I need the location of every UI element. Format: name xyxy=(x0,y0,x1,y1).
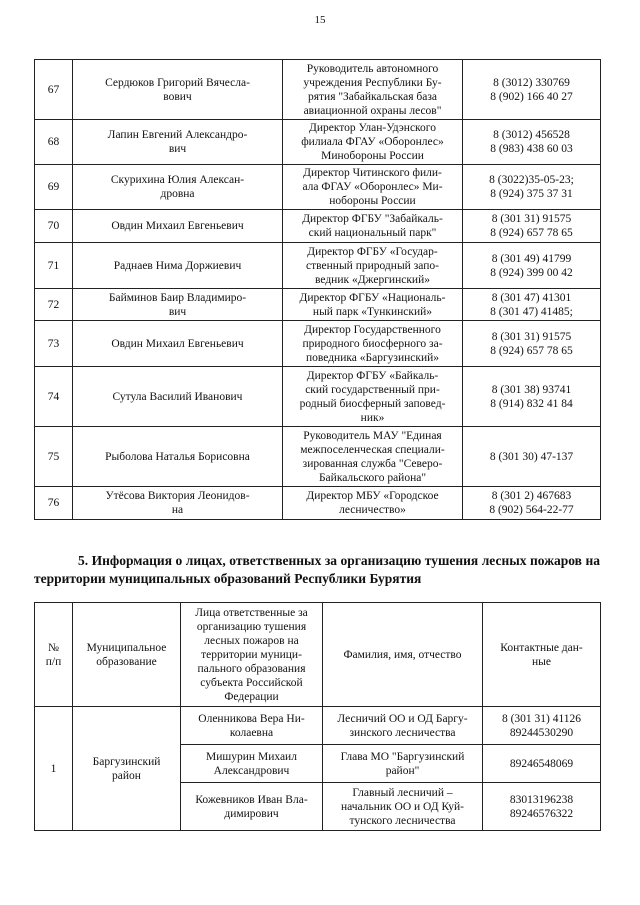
table-row xyxy=(35,120,601,165)
person-name: Утёсова Виктория Леонидов- на xyxy=(73,487,283,520)
person-position: Директор Улан-Удэнского филиала ФГАУ «Оборонлес» Минобороны России xyxy=(283,120,463,165)
municipal-responsibility-table xyxy=(34,602,601,831)
person-position: Директор ФГБУ «Байкаль- ский государственный при- родный биосферный заповед- ник» xyxy=(283,367,463,427)
row-number: 72 xyxy=(35,289,73,321)
responsible-person: Оленникова Вера Ни- колаевна xyxy=(181,707,323,745)
table-row xyxy=(35,707,601,745)
table-row xyxy=(35,321,601,367)
person-name: Байминов Баир Владимиро- вич xyxy=(73,289,283,321)
table-row xyxy=(35,289,601,321)
row-number: 69 xyxy=(35,165,73,210)
section-heading: 5. Информация о лицах, ответственных за организацию тушения лесных пожаров на территории муниципальных образований Республики Бурятия xyxy=(34,553,600,586)
person-position: Директор ФГБУ «Националь- ный парк «Тункинский» xyxy=(283,289,463,321)
header-number: № п/п xyxy=(35,603,73,707)
table-row xyxy=(35,210,601,243)
responsible-role: Главный лесничий – начальник ОО и ОД Куй- тунского лесничества xyxy=(323,783,483,831)
table-row xyxy=(35,243,601,289)
responsible-contact: 8 (301 31) 41126 89244530290 xyxy=(483,707,601,745)
person-position: Руководитель МАУ "Единая межпоселенческая специали- зированная служба "Северо- Байкальского района" xyxy=(283,427,463,487)
person-position: Директор ФГБУ "Забайкаль- ский национальный парк" xyxy=(283,210,463,243)
municipality-name: Баргузинский район xyxy=(73,707,181,831)
row-number: 75 xyxy=(35,427,73,487)
row-number: 76 xyxy=(35,487,73,520)
person-phone: 8 (3022)35-05-23; 8 (924) 375 37 31 xyxy=(463,165,601,210)
responsible-person: Мишурин Михаил Александрович xyxy=(181,745,323,783)
table-row xyxy=(35,60,601,120)
person-phone: 8 (301 47) 41301 8 (301 47) 41485; xyxy=(463,289,601,321)
row-number: 71 xyxy=(35,243,73,289)
person-phone: 8 (301 2) 467683 8 (902) 564-22-77 xyxy=(463,487,601,520)
person-phone: 8 (301 31) 91575 8 (924) 657 78 65 xyxy=(463,321,601,367)
person-name: Овдин Михаил Евгеньевич xyxy=(73,321,283,367)
person-name: Рыболова Наталья Борисовна xyxy=(73,427,283,487)
row-number: 74 xyxy=(35,367,73,427)
row-number: 70 xyxy=(35,210,73,243)
person-name: Сердюков Григорий Вячесла- вович xyxy=(73,60,283,120)
header-municipality: Муниципальное образование xyxy=(73,603,181,707)
responsible-role: Глава МО "Баргузинский район" xyxy=(323,745,483,783)
row-number: 67 xyxy=(35,60,73,120)
person-phone: 8 (3012) 330769 8 (902) 166 40 27 xyxy=(463,60,601,120)
table-header-row xyxy=(35,603,601,707)
person-position: Директор ФГБУ «Государ- ственный природный запо- ведник «Джергинский» xyxy=(283,243,463,289)
person-position: Директор Читинского фили- ала ФГАУ «Оборонлес» Ми- нобороны России xyxy=(283,165,463,210)
page-number: 15 xyxy=(314,14,326,26)
person-position: Директор Государственного природного биосферного за- поведника «Баргузинский» xyxy=(283,321,463,367)
person-phone: 8 (301 38) 93741 8 (914) 832 41 84 xyxy=(463,367,601,427)
person-phone: 8 (301 30) 47-137 xyxy=(463,427,601,487)
person-name: Лапин Евгений Александро- вич xyxy=(73,120,283,165)
responsible-person: Кожевников Иван Вла- димирович xyxy=(181,783,323,831)
header-fio: Фамилия, имя, отчество xyxy=(323,603,483,707)
table-row xyxy=(35,367,601,427)
responsible-contact: 83013196238 89246576322 xyxy=(483,783,601,831)
person-phone: 8 (301 31) 91575 8 (924) 657 78 65 xyxy=(463,210,601,243)
responsible-contact: 89246548069 xyxy=(483,745,601,783)
person-phone: 8 (301 49) 41799 8 (924) 399 00 42 xyxy=(463,243,601,289)
person-name: Овдин Михаил Евгеньевич xyxy=(73,210,283,243)
person-name: Сутула Василий Иванович xyxy=(73,367,283,427)
responsible-role: Лесничий ОО и ОД Баргу- зинского лесничества xyxy=(323,707,483,745)
table-row xyxy=(35,487,601,520)
contacts-table xyxy=(34,59,601,520)
row-number: 73 xyxy=(35,321,73,367)
person-name: Раднаев Нима Доржиевич xyxy=(73,243,283,289)
row-number: 1 xyxy=(35,707,73,831)
person-name: Скурихина Юлия Алексан- дровна xyxy=(73,165,283,210)
table-row xyxy=(35,165,601,210)
table-row xyxy=(35,427,601,487)
header-contacts: Контактные дан- ные xyxy=(483,603,601,707)
person-position: Директор МБУ «Городское лесничество» xyxy=(283,487,463,520)
person-phone: 8 (3012) 456528 8 (983) 438 60 03 xyxy=(463,120,601,165)
person-position: Руководитель автономного учреждения Республики Бу- рятия "Забайкальская база авиационной охраны лесов" xyxy=(283,60,463,120)
row-number: 68 xyxy=(35,120,73,165)
header-responsible: Лица ответственные за организацию тушения лесных пожаров на территории муници- пального образования субъекта Российской Федерации xyxy=(181,603,323,707)
